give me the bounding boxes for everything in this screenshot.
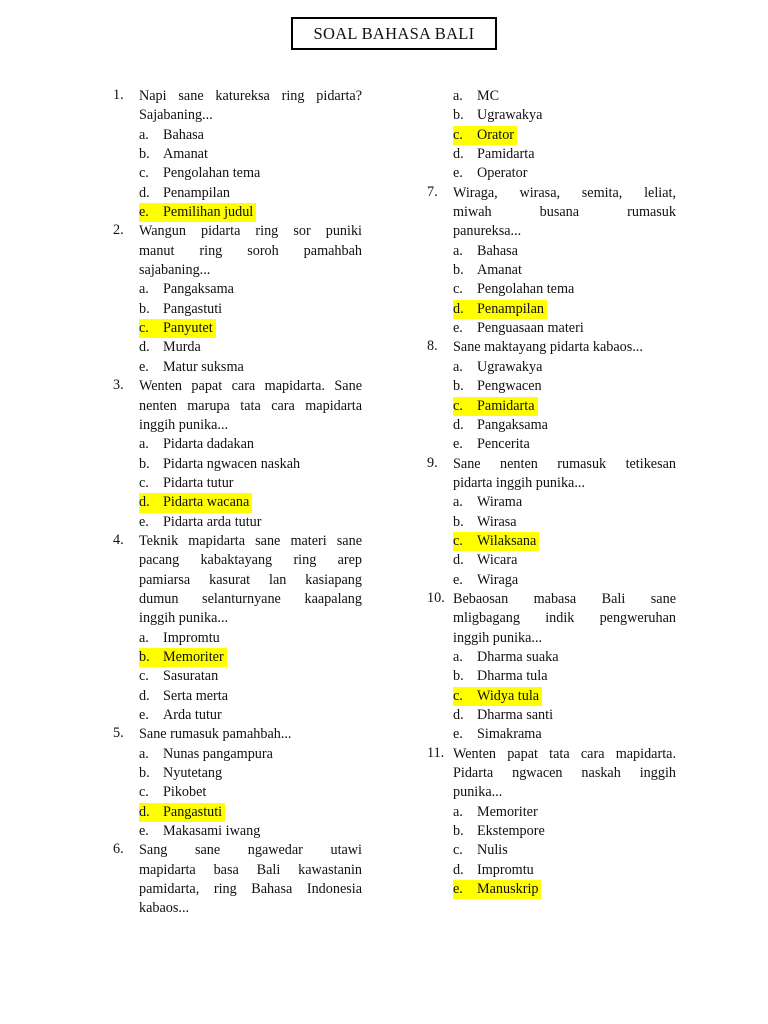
question-stem bbox=[113, 532, 362, 629]
question-text-line: inggih punika... bbox=[139, 610, 229, 627]
option-letter: b. bbox=[453, 107, 464, 124]
question-number: 2. bbox=[113, 222, 124, 239]
option-text: Memoriter bbox=[163, 648, 224, 665]
answer-option bbox=[427, 667, 676, 686]
answer-option bbox=[113, 184, 362, 203]
question-number: 4. bbox=[113, 531, 124, 548]
option-letter: a. bbox=[139, 745, 149, 762]
question-text-line: kabaos... bbox=[139, 900, 190, 917]
option-text: Penampilan bbox=[163, 184, 230, 201]
option-text: Impromtu bbox=[163, 629, 220, 646]
question-text bbox=[139, 725, 362, 744]
option-letter: e. bbox=[139, 358, 149, 375]
option-text: Bahasa bbox=[477, 242, 518, 259]
answer-option bbox=[113, 164, 362, 183]
answer-option bbox=[427, 725, 676, 744]
answer-option-highlighted bbox=[427, 397, 676, 416]
option-letter: b. bbox=[139, 648, 150, 665]
question-text-line: Wenten papat tata cara mapidarta. bbox=[453, 745, 676, 762]
answer-option-highlighted bbox=[427, 880, 676, 899]
answer-option bbox=[427, 377, 676, 396]
answer-option bbox=[427, 803, 676, 822]
option-letter: c. bbox=[453, 532, 463, 549]
question-text-line: Pidarta ngwacen naskah inggih bbox=[453, 765, 676, 782]
option-text: Pangaksama bbox=[163, 281, 234, 298]
question-number: 11. bbox=[427, 744, 445, 761]
question-number: 8. bbox=[427, 338, 438, 355]
answer-highlight bbox=[139, 203, 256, 222]
question-text bbox=[139, 377, 362, 435]
option-text: Pidarta ngwacen naskah bbox=[163, 455, 301, 472]
question-number: 1. bbox=[113, 87, 124, 103]
answer-option bbox=[113, 300, 362, 319]
answer-option bbox=[113, 358, 362, 377]
option-text: Wirama bbox=[477, 494, 523, 511]
question-item bbox=[113, 841, 362, 918]
question-text bbox=[139, 841, 362, 918]
question-number: 10. bbox=[427, 589, 445, 606]
answer-option bbox=[427, 358, 676, 377]
option-text: Nunas pangampura bbox=[163, 745, 273, 762]
question-text-line: Sane rumasuk pamahbah... bbox=[139, 726, 292, 743]
option-letter: c. bbox=[139, 474, 149, 491]
question-text bbox=[453, 590, 676, 648]
option-letter: c. bbox=[453, 397, 463, 414]
option-text: Pengolahan tema bbox=[477, 281, 575, 298]
option-text: Arda tutur bbox=[163, 707, 222, 723]
question-text-line: miwah busana rumasuk bbox=[453, 204, 676, 221]
question-text-line: punika... bbox=[453, 784, 503, 801]
option-text: Wirasa bbox=[477, 513, 517, 530]
answer-highlight bbox=[139, 803, 225, 822]
option-letter: b. bbox=[453, 668, 464, 685]
option-text: Pidarta wacana bbox=[163, 494, 250, 511]
option-letter: d. bbox=[453, 707, 464, 723]
right-question-column bbox=[427, 87, 676, 899]
answer-highlight bbox=[453, 880, 541, 899]
question-text-line: Sang sane ngawedar utawi bbox=[139, 842, 362, 859]
option-text: Pidarta dadakan bbox=[163, 436, 254, 453]
option-letter: a. bbox=[139, 281, 149, 298]
question-item bbox=[113, 532, 362, 725]
option-text: Pemilihan judul bbox=[163, 204, 254, 221]
option-letter: e. bbox=[139, 204, 149, 221]
option-letter: e. bbox=[453, 320, 463, 337]
question-number: 7. bbox=[427, 183, 438, 200]
option-text: Pikobet bbox=[163, 784, 207, 801]
question-item bbox=[113, 222, 362, 377]
question-text-line: Sane maktayang pidarta kabaos... bbox=[453, 339, 643, 356]
answer-option bbox=[113, 629, 362, 648]
answer-option bbox=[427, 571, 676, 590]
option-text: Panyutet bbox=[163, 320, 213, 337]
option-letter: b. bbox=[453, 823, 464, 840]
option-letter: e. bbox=[453, 436, 463, 453]
option-letter: b. bbox=[139, 455, 150, 472]
option-text: Dharma santi bbox=[477, 707, 554, 723]
option-text: Pencerita bbox=[477, 436, 530, 453]
answer-option-highlighted bbox=[113, 803, 362, 822]
option-letter: c. bbox=[139, 165, 149, 182]
option-text: Impromtu bbox=[477, 861, 534, 878]
option-text: Sasuratan bbox=[163, 668, 219, 685]
option-text: Penampilan bbox=[477, 300, 544, 317]
option-letter: c. bbox=[139, 320, 149, 337]
answer-option bbox=[113, 822, 362, 841]
question-text-line: mligbagang indik pengweruhan bbox=[453, 610, 676, 627]
answer-option bbox=[427, 261, 676, 280]
answer-option bbox=[113, 745, 362, 764]
option-text: Ugrawakya bbox=[477, 358, 543, 375]
option-letter: d. bbox=[139, 803, 150, 820]
option-letter: c. bbox=[453, 126, 463, 143]
option-letter: c. bbox=[453, 842, 463, 859]
answer-option bbox=[427, 822, 676, 841]
option-letter: e. bbox=[453, 881, 463, 898]
answer-option bbox=[427, 551, 676, 570]
option-letter: a. bbox=[453, 494, 463, 511]
option-letter: d. bbox=[453, 146, 464, 163]
option-letter: c. bbox=[139, 784, 149, 801]
question-stem bbox=[113, 222, 362, 280]
answer-option bbox=[113, 280, 362, 299]
option-letter: a. bbox=[453, 242, 463, 259]
answer-option bbox=[427, 493, 676, 512]
option-text: Pidarta arda tutur bbox=[163, 513, 262, 530]
question-text-line: Wangun pidarta ring sor puniki bbox=[139, 223, 362, 240]
option-text: MC bbox=[477, 88, 500, 104]
answer-option bbox=[427, 280, 676, 299]
option-text: Nulis bbox=[477, 842, 508, 859]
answer-highlight bbox=[453, 126, 517, 145]
option-letter: b. bbox=[453, 262, 464, 279]
question-text-line: Sajabaning... bbox=[139, 107, 213, 124]
option-text: Serta merta bbox=[163, 687, 228, 704]
left-question-column bbox=[113, 87, 362, 919]
answer-option bbox=[427, 861, 676, 880]
option-text: Nyutetang bbox=[163, 765, 223, 782]
question-text-line: inggih punika... bbox=[453, 629, 543, 646]
option-text: Wilaksana bbox=[477, 532, 537, 549]
option-text: Pangastuti bbox=[163, 300, 223, 317]
question-item bbox=[427, 184, 676, 339]
answer-option bbox=[113, 455, 362, 474]
option-letter: e. bbox=[139, 513, 149, 530]
option-letter: b. bbox=[453, 513, 464, 530]
option-text: Ugrawakya bbox=[477, 107, 543, 124]
question-number: 9. bbox=[427, 454, 438, 471]
answer-option bbox=[113, 764, 362, 783]
question-number: 3. bbox=[113, 377, 124, 394]
answer-option bbox=[427, 145, 676, 164]
answer-option bbox=[427, 435, 676, 454]
answer-option bbox=[113, 706, 362, 725]
option-letter: a. bbox=[139, 629, 149, 646]
question-text bbox=[453, 745, 676, 803]
option-letter: b. bbox=[139, 765, 150, 782]
answer-option-highlighted bbox=[113, 493, 362, 512]
option-text: Pidarta tutur bbox=[163, 474, 234, 491]
option-letter: a. bbox=[139, 436, 149, 453]
question-stem bbox=[113, 377, 362, 435]
question-item bbox=[113, 377, 362, 532]
page-title-text: SOAL BAHASA BALI bbox=[313, 23, 475, 43]
question-stem bbox=[427, 745, 676, 803]
answer-highlight bbox=[453, 397, 538, 416]
answer-option-highlighted bbox=[427, 687, 676, 706]
option-letter: a. bbox=[453, 803, 463, 820]
answer-option-highlighted bbox=[427, 126, 676, 145]
question-text-line: panureksa... bbox=[453, 223, 522, 240]
question-number: 6. bbox=[113, 841, 124, 858]
answer-highlight bbox=[453, 532, 539, 551]
answer-option bbox=[427, 87, 676, 106]
answer-option bbox=[113, 435, 362, 454]
option-letter: d. bbox=[139, 494, 150, 511]
question-stem bbox=[427, 338, 676, 357]
option-letter: b. bbox=[139, 146, 150, 163]
answer-option bbox=[113, 687, 362, 706]
question-text-line: sajabaning... bbox=[139, 262, 211, 279]
page-title bbox=[291, 17, 497, 50]
question-text bbox=[139, 222, 362, 280]
option-text: Memoriter bbox=[477, 803, 538, 820]
question-text-line: pidarta inggih punika... bbox=[453, 474, 585, 491]
option-text: Matur suksma bbox=[163, 358, 244, 375]
question-stem bbox=[427, 455, 676, 494]
answer-highlight bbox=[139, 648, 227, 667]
answer-option-highlighted bbox=[427, 532, 676, 551]
option-letter: d. bbox=[139, 184, 150, 201]
question-number: 5. bbox=[113, 725, 124, 742]
answer-option bbox=[427, 416, 676, 435]
option-text: Operator bbox=[477, 165, 528, 182]
question-text-line: Wenten papat cara mapidarta. Sane bbox=[139, 378, 362, 395]
option-letter: d. bbox=[139, 687, 150, 704]
question-text-line: Bebaosan mabasa Bali sane bbox=[453, 590, 676, 607]
option-letter: d. bbox=[453, 300, 464, 317]
answer-option bbox=[427, 706, 676, 725]
option-letter: d. bbox=[453, 416, 464, 433]
option-letter: a. bbox=[453, 358, 463, 375]
option-letter: e. bbox=[453, 165, 463, 182]
answer-option bbox=[427, 242, 676, 261]
question-text bbox=[139, 87, 362, 126]
answer-option bbox=[427, 841, 676, 860]
option-letter: e. bbox=[453, 726, 463, 743]
question-stem bbox=[427, 590, 676, 648]
answer-option bbox=[113, 667, 362, 686]
question-text bbox=[453, 338, 676, 357]
question-text-line: Napi sane katureksa ring pidarta? bbox=[139, 88, 362, 104]
option-letter: d. bbox=[453, 552, 464, 569]
option-text: Pengolahan tema bbox=[163, 165, 261, 182]
option-text: Manuskrip bbox=[477, 881, 539, 898]
answer-option bbox=[427, 648, 676, 667]
question-item bbox=[427, 745, 676, 900]
option-text: Amanat bbox=[163, 146, 208, 163]
answer-highlight bbox=[453, 300, 547, 319]
option-text: Pamidarta bbox=[477, 146, 535, 163]
option-text: Pangaksama bbox=[477, 416, 548, 433]
option-text: Murda bbox=[163, 339, 201, 356]
question-stem bbox=[113, 725, 362, 744]
question-item bbox=[427, 338, 676, 454]
question-item bbox=[427, 455, 676, 590]
question-stem bbox=[113, 841, 362, 918]
option-letter: a. bbox=[453, 88, 463, 104]
option-text: Pengwacen bbox=[477, 378, 542, 395]
option-letter: e. bbox=[453, 571, 463, 588]
option-text: Wicara bbox=[477, 552, 518, 569]
option-text: Ekstempore bbox=[477, 823, 545, 840]
question-text-line: pacang kabaktayang ring arep bbox=[139, 552, 362, 569]
answer-option bbox=[427, 106, 676, 125]
option-letter: c. bbox=[453, 281, 463, 298]
answer-highlight bbox=[139, 493, 252, 512]
question-text-line: dumun selanturnyane kaapalang bbox=[139, 590, 362, 607]
answer-option bbox=[427, 319, 676, 338]
answer-option-highlighted bbox=[113, 319, 362, 338]
answer-option-highlighted bbox=[113, 203, 362, 222]
answer-option bbox=[113, 783, 362, 802]
option-text: Pangastuti bbox=[163, 803, 223, 820]
question-text-line: Sane nenten rumasuk tetikesan bbox=[453, 455, 676, 472]
question-item bbox=[113, 87, 362, 222]
question-text-line: Teknik mapidarta sane materi sane bbox=[139, 532, 362, 549]
answer-option-highlighted bbox=[113, 648, 362, 667]
option-letter: c. bbox=[453, 687, 463, 704]
answer-option bbox=[427, 513, 676, 532]
answer-highlight bbox=[453, 687, 542, 706]
answer-option-highlighted bbox=[427, 300, 676, 319]
answer-option bbox=[113, 338, 362, 357]
option-text: Penguasaan materi bbox=[477, 320, 584, 337]
option-text: Dharma suaka bbox=[477, 648, 559, 665]
option-letter: a. bbox=[453, 648, 463, 665]
option-letter: b. bbox=[139, 300, 150, 317]
question-text-line: pamiarsa kasurat lan kasiapang bbox=[139, 571, 362, 588]
option-letter: d. bbox=[453, 861, 464, 878]
question-text bbox=[453, 455, 676, 494]
option-letter: e. bbox=[139, 823, 149, 840]
option-text: Widya tula bbox=[477, 687, 540, 704]
question-text-line: inggih punika... bbox=[139, 416, 229, 433]
option-text: Makasami iwang bbox=[163, 823, 261, 840]
answer-option bbox=[427, 164, 676, 183]
option-text: Amanat bbox=[477, 262, 522, 279]
question-text-line: Wiraga, wirasa, semita, leliat, bbox=[453, 184, 676, 201]
answer-option bbox=[113, 513, 362, 532]
option-letter: c. bbox=[139, 668, 149, 685]
answer-option bbox=[113, 145, 362, 164]
question-item bbox=[113, 725, 362, 841]
option-text: Orator bbox=[477, 126, 515, 143]
question-stem bbox=[427, 184, 676, 242]
answer-option bbox=[113, 126, 362, 145]
option-text: Simakrama bbox=[477, 726, 542, 743]
question-text-line: mapidarta basa Bali kawastanin bbox=[139, 861, 362, 878]
option-letter: b. bbox=[453, 378, 464, 395]
answer-option bbox=[113, 474, 362, 493]
option-letter: a. bbox=[139, 126, 149, 143]
question-item bbox=[427, 590, 676, 745]
question-text bbox=[453, 184, 676, 242]
question-text bbox=[139, 532, 362, 629]
question-text-line: pamidarta, ring Bahasa Indonesia bbox=[139, 881, 362, 898]
option-text: Pamidarta bbox=[477, 397, 535, 414]
option-letter: e. bbox=[139, 707, 149, 723]
option-letter: d. bbox=[139, 339, 150, 356]
option-text: Wiraga bbox=[477, 571, 519, 588]
question-item bbox=[427, 87, 676, 184]
question-text-line: manut ring soroh pamahbah bbox=[139, 242, 362, 259]
option-text: Dharma tula bbox=[477, 668, 548, 685]
option-text: Bahasa bbox=[163, 126, 204, 143]
answer-highlight bbox=[139, 319, 216, 338]
question-stem bbox=[113, 87, 362, 126]
question-text-line: nenten marupa tata cara mapidarta bbox=[139, 397, 362, 414]
